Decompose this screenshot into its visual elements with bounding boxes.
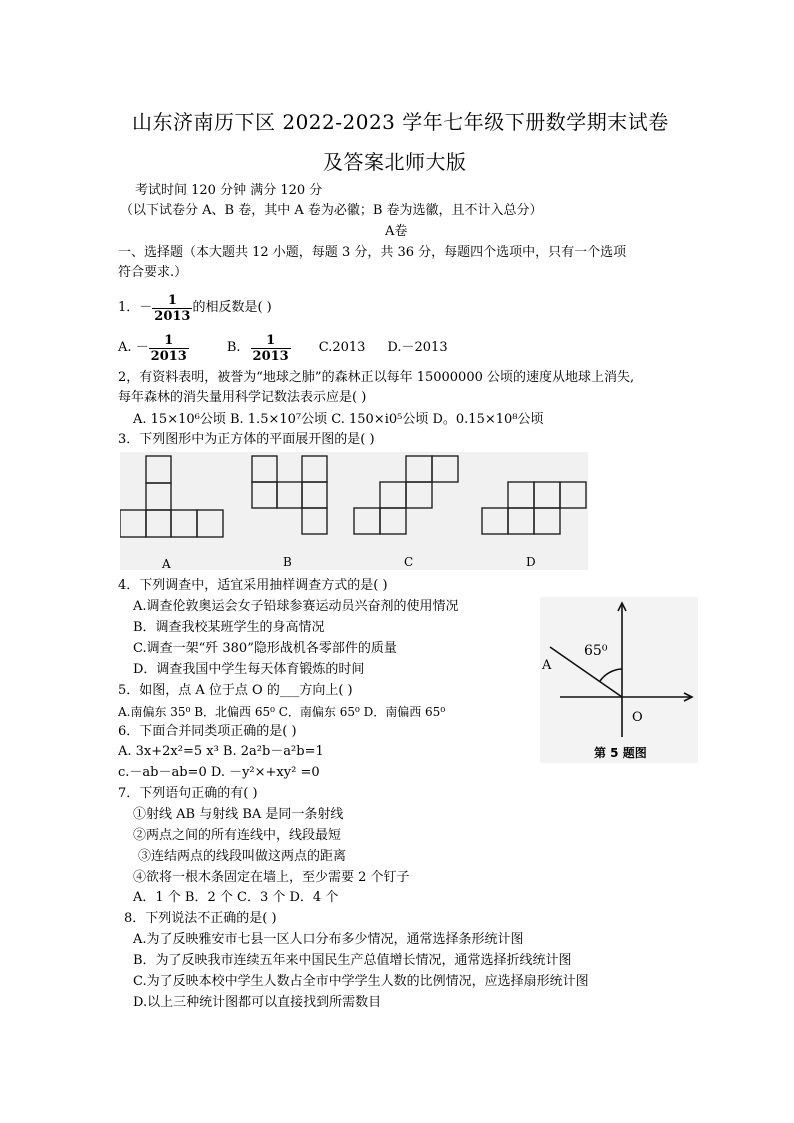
q5-figure	[540, 597, 698, 763]
question-2-line1: 2，有资料表明，被誉为“地球之肺”的森林正以每年 15000000 公顷的速度从地球上消失,	[118, 370, 635, 385]
question-1	[118, 288, 272, 328]
q1-suffix: 的相反数是( )	[192, 300, 272, 315]
q1-option-c: C.2013	[318, 340, 366, 355]
question-7: 7．下列语句正确的有( )	[118, 786, 258, 801]
part1-heading: 一、选择题（本大题共 12 小题，每题 3 分，共 36 分，每题四个选项中，只有一个选项	[118, 245, 627, 260]
question-5: 5．如图，点 A 位于点 O 的___方向上( )	[118, 683, 353, 698]
q7-statement-3: ③连结两点的线段叫做这两点的距离	[138, 849, 347, 864]
q8-option-c: C.为了反映本校中学生人数占全市中学学生人数的比例情况，应选择扇形统计图	[133, 974, 589, 989]
q5-options: A.南偏东 35⁰ B．北偏西 65⁰ C．南偏东 65⁰ D．南偏西 65⁰	[118, 705, 446, 719]
net-label-c: C	[404, 555, 414, 569]
q8-option-a: A.为了反映雅安市七县一区人口分布多少情况，通常选择条形统计图	[133, 932, 524, 947]
q4-option-c: C.调查一架“歼 380”隐形战机各零部件的质量	[133, 641, 397, 656]
question-4: 4．下列调查中，适宜采用抽样调查方式的是( )	[118, 578, 388, 593]
q1-frac-num: 1	[152, 293, 192, 309]
question-2-line2: 每年森林的消失量用科学记数法表示应是( )	[118, 390, 367, 405]
paper-title-line2: 及答案北师大版	[323, 150, 467, 174]
cube-nets-svg	[120, 452, 588, 570]
q1-option-b-prefix: B.	[226, 340, 241, 355]
part1-heading-cont: 符合要求.）	[118, 265, 188, 280]
exam-note: （以下试卷分 A、B 卷，其中 A 卷为必徽；B 卷为选徽，且不计入总分）	[120, 203, 543, 218]
q7-options: A．1 个 B．2 个 C．3 个 D．4 个	[133, 890, 339, 905]
net-label-b: B	[283, 555, 292, 569]
q6-options-ab: A. 3x+2x²=5 x³ B. 2a²b－a²b=1	[118, 744, 324, 759]
question-6: 6．下面合并同类项正确的是( )	[118, 724, 297, 739]
q1-option-a-prefix: A. －	[118, 340, 149, 355]
q7-statement-4: ④欲将一根木条固定在墙上，至少需要 2 个钉子	[133, 870, 410, 885]
net-label-d: D	[526, 555, 536, 569]
q1-option-a-fraction: $\frac{1}{2013}$	[150, 332, 187, 364]
q4-option-d: D．调查我国中学生每天体育锻炼的时间	[133, 662, 365, 677]
paper-title-line1: 山东济南历下区 2022-2023 学年七年级下册数学期末试卷	[132, 110, 669, 134]
q5-point-o: O	[632, 710, 643, 725]
q1-frac-den: 2013	[154, 308, 191, 324]
q5-figure-svg	[540, 597, 698, 763]
q1-options	[118, 328, 448, 368]
q7-statement-1: ①射线 AB 与射线 BA 是同一条射线	[133, 807, 344, 822]
section-label: A卷	[385, 224, 408, 239]
q1-option-d: D.－2013	[387, 340, 448, 355]
question-2-options: A. 15×10⁶公顷 B. 1.5×10⁷公顷 C. 150×i0⁵公顷 D。0.15×10⁸公顷	[133, 412, 544, 427]
q5-point-a: A	[542, 658, 552, 673]
q6-options-cd: c.－ab－ab=0 D. －y²×+xy² =0	[118, 765, 320, 780]
question-8: 8．下列说法不正确的是( )	[124, 911, 277, 926]
cube-nets-figure	[120, 452, 588, 570]
exam-time-info: 考试时间 120 分钟 满分 120 分	[135, 183, 323, 198]
q1-prefix: 1．－	[118, 300, 153, 315]
q7-statement-2: ②两点之间的所有连线中，线段最短	[133, 828, 342, 843]
q5-figure-caption: 第 5 题图	[594, 746, 647, 760]
q1-option-b-fraction: $\frac{1}{2013}$	[252, 332, 289, 364]
q4-option-b: B．调查我校某班学生的身高情况	[133, 620, 325, 635]
net-label-a: A	[162, 557, 171, 570]
q5-angle-label: 65⁰	[584, 643, 608, 659]
q8-option-b: B．为了反映我市连续五年来中国民生产总值增长情况，通常选择折线统计图	[133, 953, 572, 968]
q1-fraction	[152, 293, 192, 324]
q8-option-d: D.以上三种统计图都可以直接找到所需数目	[133, 995, 382, 1010]
question-3: 3．下列图形中为正方体的平面展开图的是( )	[118, 432, 375, 447]
q4-option-a: A.调查伦敦奥运会女子铅球参赛运动员兴奋剂的使用情况	[133, 599, 459, 614]
